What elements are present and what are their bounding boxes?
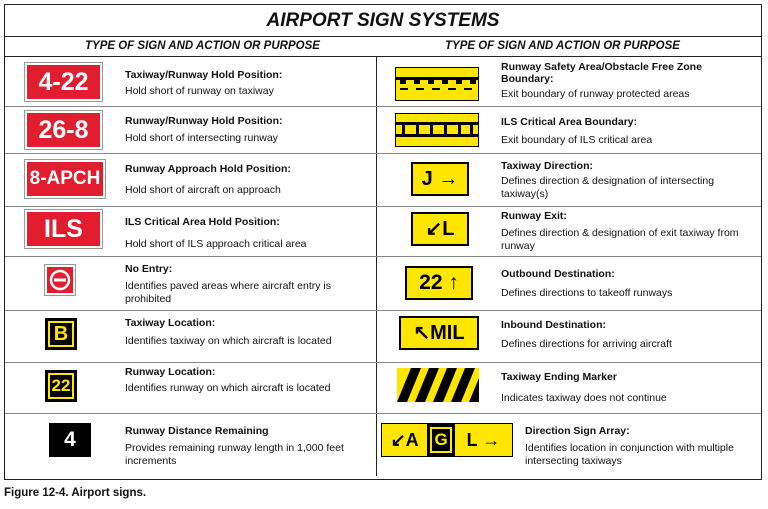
figure-caption: Figure 12-4. Airport signs. xyxy=(4,487,147,499)
sign-title: Taxiway Direction: xyxy=(501,160,593,172)
approach-hold-sign: 8-APCH xyxy=(25,160,105,198)
direction-sign-part: ↙A xyxy=(382,424,427,456)
sign-description: Provides remaining runway length in 1,000 feet increments xyxy=(125,442,344,467)
sign-description: Indicates taxiway does not continue xyxy=(501,392,667,404)
table-title: AIRPORT SIGN SYSTEMS xyxy=(5,5,761,37)
outbound-destination-sign: 22 ↑ xyxy=(405,266,473,300)
sign-title: Runway Distance Remaining xyxy=(125,425,269,437)
location-sign-part: G xyxy=(427,424,455,456)
sign-description: Defines direction & designation of intersecting taxiway(s) xyxy=(501,175,715,200)
sign-title: ILS Critical Area Hold Position: xyxy=(125,216,280,228)
sign-description: Hold short of aircraft on approach xyxy=(125,184,281,196)
distance-remaining-sign: 4 xyxy=(49,423,91,457)
hold-position-sign-4-22: 4-22 xyxy=(25,63,102,101)
no-entry-icon xyxy=(45,265,75,295)
sign-title: Runway Safety Area/Obstacle Free Zone Boundary: xyxy=(501,61,702,85)
sign-description: Exit boundary of runway protected areas xyxy=(501,88,690,100)
ils-boundary-icon xyxy=(395,113,479,147)
sign-title: Runway Exit: xyxy=(501,210,567,222)
left-column-header: TYPE OF SIGN AND ACTION OR PURPOSE xyxy=(85,40,320,52)
sign-description: Identifies runway on which aircraft is located xyxy=(125,382,331,394)
inbound-destination-sign: ↖MIL xyxy=(399,316,479,350)
sign-description: Identifies paved areas where aircraft entry is prohibited xyxy=(125,280,332,305)
sign-title: Runway/Runway Hold Position: xyxy=(125,115,283,127)
sign-description: Hold short of ILS approach critical area xyxy=(125,238,307,250)
sign-description: Defines direction & designation of exit taxiway from runway xyxy=(501,227,739,252)
sign-table xyxy=(4,4,762,480)
taxiway-direction-sign: J → xyxy=(411,162,469,196)
right-column-header: TYPE OF SIGN AND ACTION OR PURPOSE xyxy=(445,40,680,52)
ils-hold-sign: ILS xyxy=(25,210,102,248)
hold-position-sign-26-8: 26-8 xyxy=(25,111,102,149)
sign-description: Defines directions for arriving aircraft xyxy=(501,338,672,350)
taxiway-location-sign: B xyxy=(45,318,77,350)
sign-title: Runway Location: xyxy=(125,366,216,378)
sign-description: Hold short of intersecting runway xyxy=(125,132,278,144)
runway-location-sign: 22 xyxy=(45,370,77,402)
sign-title: ILS Critical Area Boundary: xyxy=(501,116,638,128)
sign-title: Inbound Destination: xyxy=(501,319,606,331)
sign-title: Taxiway/Runway Hold Position: xyxy=(125,69,283,81)
rsa-boundary-icon xyxy=(395,67,479,101)
sign-title: Taxiway Location: xyxy=(125,317,216,329)
sign-title: Runway Approach Hold Position: xyxy=(125,163,291,175)
sign-title: Taxiway Ending Marker xyxy=(501,371,617,383)
sign-title: Direction Sign Array: xyxy=(525,425,630,437)
sign-description: Identifies taxiway on which aircraft is located xyxy=(125,335,332,347)
sign-description: Identifies location in conjunction with multiple intersecting taxiways xyxy=(525,442,734,467)
runway-exit-sign: ↙L xyxy=(411,212,469,246)
sign-title: Outbound Destination: xyxy=(501,268,615,280)
taxiway-ending-icon xyxy=(397,368,479,402)
sign-description: Hold short of runway on taxiway xyxy=(125,85,274,97)
sign-title: No Entry: xyxy=(125,263,173,275)
direction-sign-part: L → xyxy=(455,424,512,456)
sign-description: Defines directions to takeoff runways xyxy=(501,287,673,299)
direction-sign-array xyxy=(381,423,513,457)
sign-description: Exit boundary of ILS critical area xyxy=(501,134,653,146)
